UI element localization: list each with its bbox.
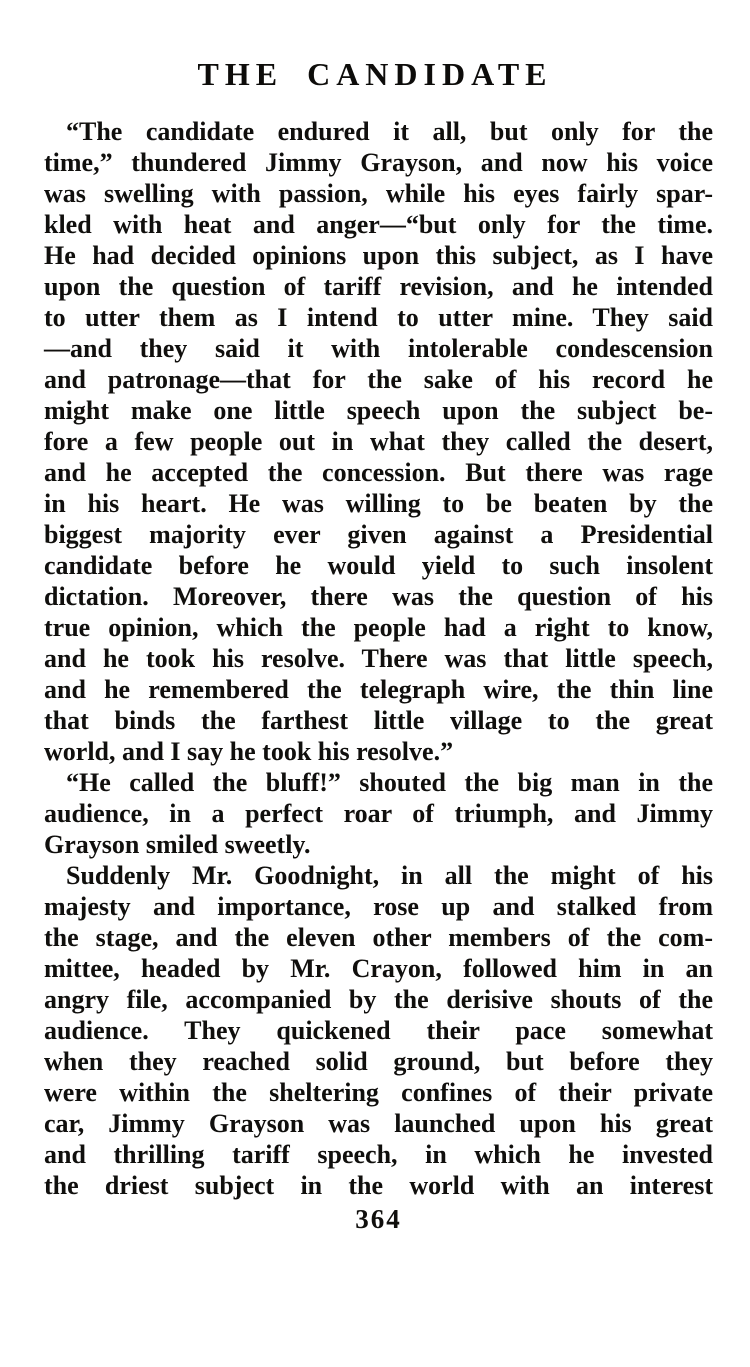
text-line: the driest subject in the world with an interest	[44, 1171, 713, 1200]
text-line: mittee, headed by Mr. Crayon, followed him in an	[44, 954, 713, 983]
text-line: and he remembered the telegraph wire, the thin line	[44, 675, 713, 704]
text-line: that binds the farthest little village to the great	[44, 706, 713, 735]
chapter-title: THE CANDIDATE	[197, 56, 553, 92]
text-line: upon the question of tariff revision, and he intended	[44, 272, 713, 301]
text-line: dictation. Moreover, there was the question of his	[44, 582, 713, 611]
text-line: world, and I say he took his resolve.”	[44, 737, 454, 766]
text-line: “The candidate endured it all, but only for the	[66, 117, 713, 146]
text-line: Grayson smiled sweetly.	[44, 830, 311, 859]
paragraph	[44, 767, 713, 860]
text-line: and he took his resolve. There was that little speech,	[44, 644, 713, 673]
text-line: time,” thundered Jimmy Grayson, and now his voice	[44, 148, 713, 177]
text-line: were within the sheltering confines of their private	[44, 1078, 713, 1107]
page-number: 364	[355, 1204, 402, 1234]
text-line: to utter them as I intend to utter mine. They said	[44, 303, 713, 332]
text-line: biggest majority ever given against a Presidential	[44, 520, 713, 549]
text-line: angry file, accompanied by the derisive shouts of the	[44, 985, 713, 1014]
text-line: fore a few people out in what they called the desert,	[44, 427, 713, 456]
text-line: car, Jimmy Grayson was launched upon his great	[44, 1109, 713, 1138]
text-line: in his heart. He was willing to be beaten by the	[44, 489, 713, 518]
text-line: and he accepted the concession. But there was rage	[44, 458, 713, 487]
text-line: might make one little speech upon the subject be-	[44, 396, 713, 425]
text-line: was swelling with passion, while his eyes fairly spar-	[44, 179, 713, 208]
text-line: the stage, and the eleven other members of the com-	[44, 923, 713, 952]
text-line: —and they said it with intolerable condescension	[44, 334, 713, 363]
text-line: true opinion, which the people had a right to know,	[44, 613, 713, 642]
page-body-text	[44, 116, 713, 1201]
paragraph	[44, 116, 713, 767]
text-line: “He called the bluff!” shouted the big man in the	[66, 768, 713, 797]
text-line: Suddenly Mr. Goodnight, in all the might of his	[66, 861, 713, 890]
text-line: when they reached solid ground, but before they	[44, 1047, 713, 1076]
text-line: kled with heat and anger—“but only for the time.	[44, 210, 713, 239]
paragraph	[44, 860, 713, 1201]
text-line: and patronage—that for the sake of his record he	[44, 365, 713, 394]
text-line: audience. They quickened their pace somewhat	[44, 1016, 713, 1045]
text-line: candidate before he would yield to such insolent	[44, 551, 713, 580]
text-line: majesty and importance, rose up and stalked from	[44, 892, 713, 921]
text-line: and thrilling tariff speech, in which he invested	[44, 1140, 713, 1169]
text-line: audience, in a perfect roar of triumph, and Jimmy	[44, 799, 713, 828]
text-line: He had decided opinions upon this subject, as I have	[44, 241, 713, 270]
